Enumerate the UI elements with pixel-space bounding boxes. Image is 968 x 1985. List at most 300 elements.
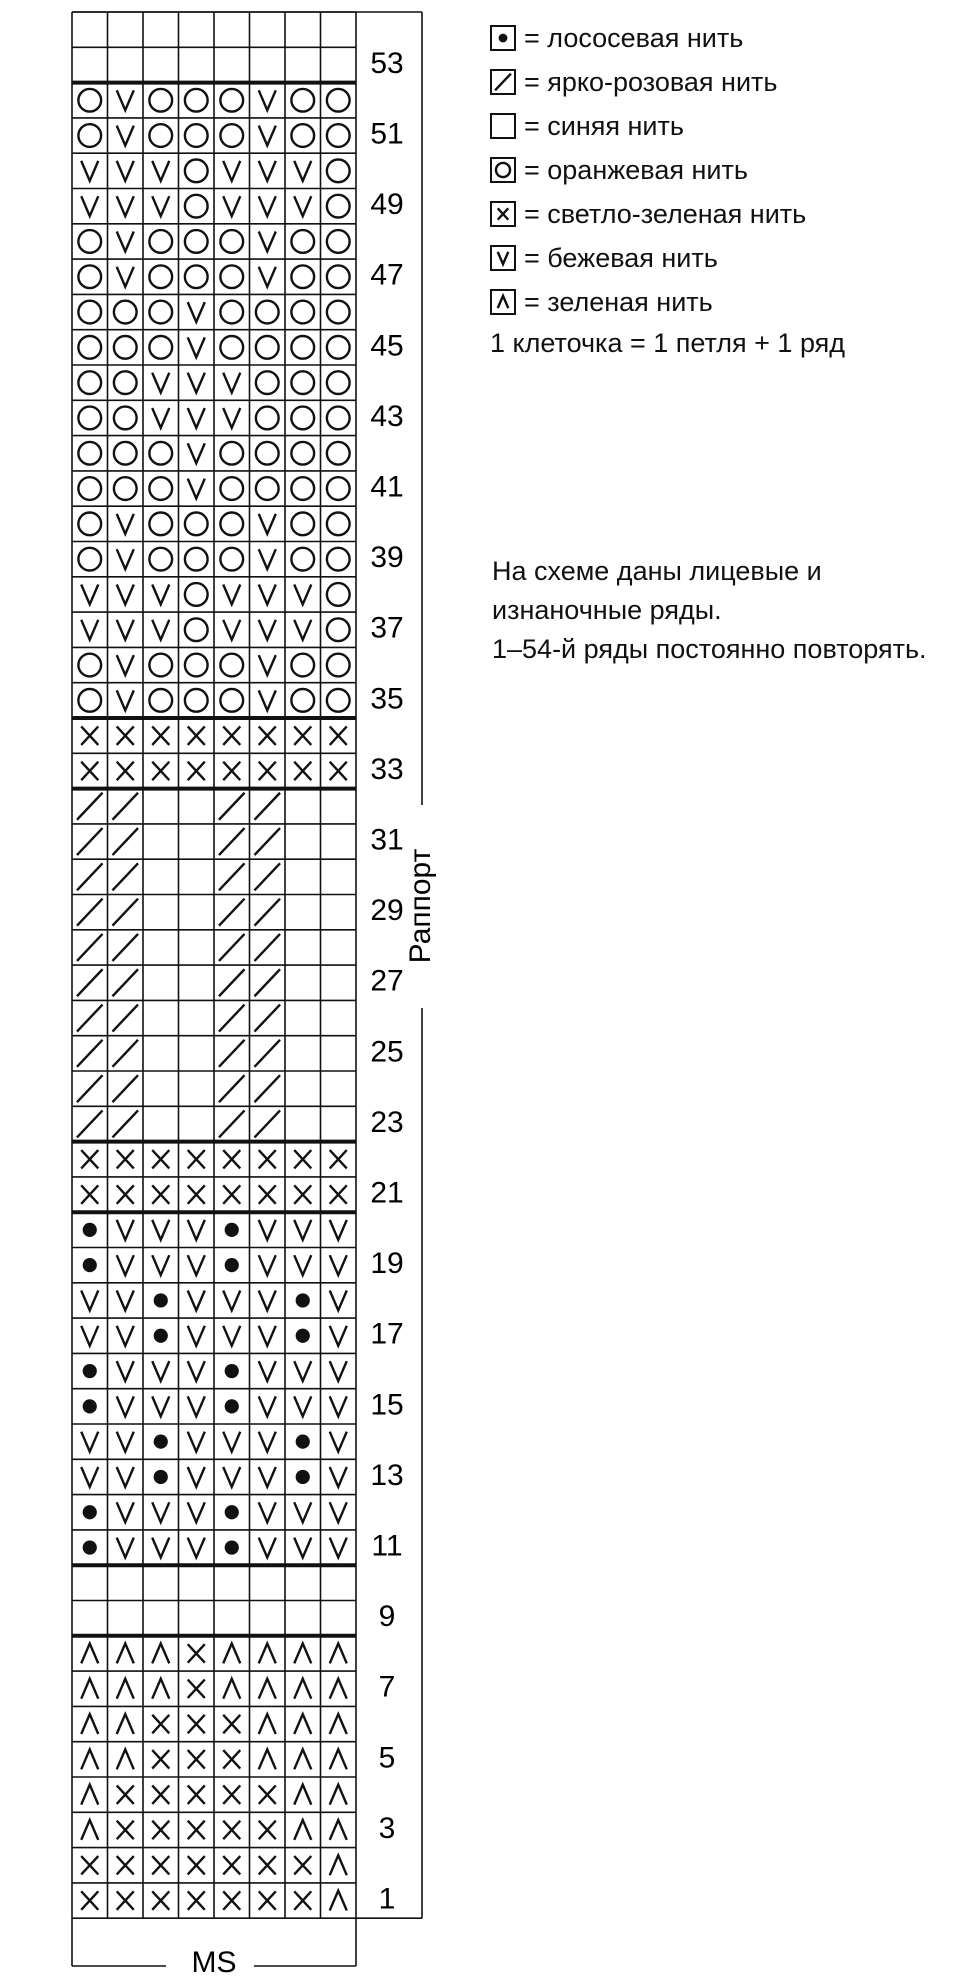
- cell-row-50-col-4-circle: [185, 159, 208, 182]
- cell-row-13-col-7-dot: [296, 1470, 310, 1484]
- cell-row-36-col-6-v: [259, 655, 276, 675]
- cell-row-52-col-4-circle: [185, 89, 208, 112]
- cell-row-14-col-6-v: [259, 1432, 276, 1452]
- legend-item-label: = светло-зеленая нить: [524, 198, 807, 229]
- cell-row-3-col-5-x: [223, 1821, 240, 1839]
- cell-row-42-col-3-circle: [149, 442, 172, 465]
- cell-row-2-col-3-x: [152, 1856, 169, 1874]
- cell-row-20-col-1-dot: [83, 1223, 97, 1237]
- cell-row-48-col-4-circle: [185, 230, 208, 253]
- cell-row-45-col-1-circle: [78, 336, 101, 359]
- row-number-label: 17: [370, 1317, 404, 1351]
- cell-row-11-col-4-v: [188, 1538, 205, 1558]
- cell-row-25-col-6-slash: [254, 1040, 280, 1067]
- cell-row-7-col-7-caret: [294, 1679, 311, 1699]
- cell-row-2-col-7-x: [294, 1856, 311, 1874]
- cell-row-23-col-2-slash: [112, 1110, 138, 1137]
- cell-row-11-col-5-dot: [225, 1540, 239, 1554]
- row-number-label: 23: [370, 1105, 404, 1139]
- row-number-label: 51: [370, 117, 404, 151]
- cell-row-7-col-6-caret: [259, 1679, 276, 1699]
- cell-row-14-col-8-v: [330, 1432, 347, 1452]
- cell-row-28-col-5-slash: [219, 934, 245, 961]
- cell-row-2-col-1-x: [81, 1856, 98, 1874]
- cell-row-8-col-5-caret: [223, 1644, 240, 1664]
- cell-row-11-col-6-v: [259, 1538, 276, 1558]
- cell-row-28-col-1-slash: [77, 934, 103, 961]
- cell-row-20-col-3-v: [152, 1220, 169, 1240]
- cell-row-46-col-1-circle: [78, 301, 101, 324]
- cell-row-21-col-5-x: [223, 1185, 240, 1203]
- cell-row-44-col-4-v: [188, 373, 205, 393]
- cell-row-45-col-7-circle: [291, 336, 314, 359]
- cell-row-35-col-7-circle: [291, 689, 314, 712]
- cell-row-39-col-3-circle: [149, 548, 172, 571]
- cell-row-42-col-7-circle: [291, 442, 314, 465]
- cell-row-51-col-6-v: [259, 126, 276, 146]
- cell-row-17-col-1-v: [81, 1326, 98, 1346]
- cell-row-42-col-5-circle: [220, 442, 243, 465]
- cell-row-39-col-6-v: [259, 549, 276, 569]
- cell-row-47-col-8-circle: [327, 265, 350, 288]
- cell-row-52-col-1-circle: [78, 89, 101, 112]
- cell-row-38-col-6-v: [259, 585, 276, 605]
- cell-row-12-col-2-v: [117, 1502, 134, 1522]
- cell-row-35-col-5-circle: [220, 689, 243, 712]
- cell-row-18-col-7-dot: [296, 1293, 310, 1307]
- cell-row-26-col-5-slash: [219, 1005, 245, 1032]
- cell-row-18-col-4-v: [188, 1291, 205, 1311]
- cell-row-29-col-5-slash: [219, 899, 245, 926]
- cell-row-18-col-6-v: [259, 1291, 276, 1311]
- cell-row-5-col-3-x: [152, 1750, 169, 1768]
- cell-row-27-col-2-slash: [112, 969, 138, 996]
- row-number-label: 15: [370, 1388, 404, 1422]
- cell-row-51-col-4-circle: [185, 124, 208, 147]
- row-number-label: 5: [378, 1741, 396, 1775]
- cell-row-15-col-6-v: [259, 1396, 276, 1416]
- circle-symbol-icon: [490, 157, 516, 183]
- cell-row-36-col-3-circle: [149, 654, 172, 677]
- cell-row-36-col-1-circle: [78, 654, 101, 677]
- legend-item-caret: [490, 280, 950, 324]
- cell-row-3-col-6-x: [259, 1821, 276, 1839]
- cell-row-8-col-4-x: [188, 1644, 205, 1662]
- cell-row-19-col-4-v: [188, 1255, 205, 1275]
- cell-row-50-col-8-circle: [327, 159, 350, 182]
- cell-row-11-col-1-dot: [83, 1540, 97, 1554]
- cell-row-49-col-1-v: [81, 196, 98, 216]
- cell-row-13-col-5-v: [223, 1467, 240, 1487]
- cell-row-22-col-6-x: [259, 1150, 276, 1168]
- row-number-label: 47: [370, 258, 404, 292]
- cell-row-34-col-8-x: [330, 726, 347, 744]
- cell-row-5-col-8-caret: [330, 1749, 347, 1769]
- cell-row-51-col-2-v: [117, 126, 134, 146]
- cell-row-36-col-2-v: [117, 655, 134, 675]
- cell-row-41-col-4-v: [188, 479, 205, 499]
- row-number-label: 9: [378, 1600, 396, 1634]
- cell-row-34-col-3-x: [152, 726, 169, 744]
- cell-row-3-col-8-caret: [330, 1820, 347, 1840]
- cell-row-6-col-4-x: [188, 1715, 205, 1733]
- cell-row-47-col-2-v: [117, 267, 134, 287]
- legend-item-empty: [490, 104, 950, 148]
- cell-row-33-col-8-x: [330, 762, 347, 780]
- cell-row-13-col-8-v: [330, 1467, 347, 1487]
- cell-row-25-col-5-slash: [219, 1040, 245, 1067]
- legend-item-label: = ярко-розовая нить: [524, 66, 778, 97]
- cell-row-12-col-1-dot: [83, 1505, 97, 1519]
- cell-row-8-col-7-caret: [294, 1644, 311, 1664]
- cell-row-39-col-1-circle: [78, 548, 101, 571]
- cell-row-52-col-7-circle: [291, 89, 314, 112]
- legend-item-label: = синяя нить: [524, 110, 684, 141]
- cell-row-48-col-2-v: [117, 232, 134, 252]
- cell-row-47-col-6-v: [259, 267, 276, 287]
- slash-symbol-icon: [490, 69, 516, 95]
- row-number-label: 39: [370, 541, 404, 575]
- cell-row-2-col-5-x: [223, 1856, 240, 1874]
- cell-row-51-col-5-circle: [220, 124, 243, 147]
- cell-row-43-col-3-v: [152, 408, 169, 428]
- cell-row-34-col-5-x: [223, 726, 240, 744]
- cell-row-21-col-8-x: [330, 1185, 347, 1203]
- row-number-label: 25: [370, 1035, 404, 1069]
- cell-row-12-col-5-dot: [225, 1505, 239, 1519]
- row-number-label: 33: [370, 752, 404, 786]
- cell-row-29-col-1-slash: [77, 899, 103, 926]
- cell-row-21-col-7-x: [294, 1185, 311, 1203]
- cell-row-16-col-2-v: [117, 1361, 134, 1381]
- cell-row-35-col-4-circle: [185, 689, 208, 712]
- cell-row-45-col-2-circle: [114, 336, 137, 359]
- cell-row-32-col-5-slash: [219, 793, 245, 820]
- cell-row-2-col-6-x: [259, 1856, 276, 1874]
- cell-row-6-col-5-x: [223, 1715, 240, 1733]
- cell-row-22-col-4-x: [188, 1150, 205, 1168]
- cell-row-45-col-5-circle: [220, 336, 243, 359]
- cell-row-37-col-5-v: [223, 620, 240, 640]
- cell-row-19-col-6-v: [259, 1255, 276, 1275]
- row-number-label: 49: [370, 188, 404, 222]
- legend-item-dot: [490, 16, 950, 60]
- cell-row-32-col-1-slash: [77, 793, 103, 820]
- cell-row-41-col-8-circle: [327, 477, 350, 500]
- cell-row-18-col-1-v: [81, 1291, 98, 1311]
- cell-row-6-col-8-caret: [330, 1714, 347, 1734]
- cell-row-15-col-3-v: [152, 1396, 169, 1416]
- cell-row-39-col-8-circle: [327, 548, 350, 571]
- cell-row-30-col-6-slash: [254, 863, 280, 890]
- cell-row-37-col-7-v: [294, 620, 311, 640]
- cell-row-33-col-5-x: [223, 762, 240, 780]
- row-number-label: 1: [378, 1882, 396, 1916]
- cell-row-16-col-3-v: [152, 1361, 169, 1381]
- cell-row-51-col-7-circle: [291, 124, 314, 147]
- cell-row-40-col-4-circle: [185, 512, 208, 535]
- cell-row-19-col-1-dot: [83, 1258, 97, 1272]
- cell-row-17-col-3-dot: [154, 1329, 168, 1343]
- cell-row-39-col-2-v: [117, 549, 134, 569]
- row-number-label: 7: [378, 1670, 396, 1704]
- cell-row-38-col-8-circle: [327, 583, 350, 606]
- cell-row-45-col-6-circle: [256, 336, 279, 359]
- cell-row-38-col-4-circle: [185, 583, 208, 606]
- cell-row-21-col-1-x: [81, 1185, 98, 1203]
- note-line-2: изнаночные ряды.: [492, 595, 722, 625]
- cell-row-52-col-3-circle: [149, 89, 172, 112]
- cell-row-24-col-6-slash: [254, 1075, 280, 1102]
- cell-row-49-col-5-v: [223, 196, 240, 216]
- cell-row-49-col-6-v: [259, 196, 276, 216]
- cell-row-13-col-4-v: [188, 1467, 205, 1487]
- cell-row-29-col-2-slash: [112, 899, 138, 926]
- cell-row-7-col-8-caret: [330, 1679, 347, 1699]
- cell-row-51-col-8-circle: [327, 124, 350, 147]
- cell-row-47-col-7-circle: [291, 265, 314, 288]
- cell-row-25-col-1-slash: [77, 1040, 103, 1067]
- cell-row-46-col-5-circle: [220, 301, 243, 324]
- note-line-3: 1–54-й ряды постоянно повторять.: [492, 634, 927, 664]
- cell-row-26-col-6-slash: [254, 1005, 280, 1032]
- cell-row-1-col-8-caret: [330, 1891, 347, 1911]
- legend-item-x: [490, 192, 950, 236]
- cell-row-12-col-8-v: [330, 1502, 347, 1522]
- cell-row-46-col-4-v: [188, 302, 205, 322]
- cell-row-13-col-2-v: [117, 1467, 134, 1487]
- cell-row-50-col-1-v: [81, 161, 98, 181]
- cell-row-28-col-6-slash: [254, 934, 280, 961]
- cell-row-1-col-1-x: [81, 1891, 98, 1909]
- row-number-label: 13: [370, 1458, 404, 1492]
- cell-row-22-col-5-x: [223, 1150, 240, 1168]
- cell-row-50-col-7-v: [294, 161, 311, 181]
- cell-row-23-col-6-slash: [254, 1110, 280, 1137]
- cell-row-20-col-4-v: [188, 1220, 205, 1240]
- cell-row-47-col-1-circle: [78, 265, 101, 288]
- cell-row-19-col-2-v: [117, 1255, 134, 1275]
- cell-row-2-col-8-caret: [330, 1855, 347, 1875]
- cell-row-31-col-6-slash: [254, 828, 280, 855]
- cell-row-11-col-8-v: [330, 1538, 347, 1558]
- cell-row-4-col-2-x: [117, 1785, 134, 1803]
- cell-row-51-col-1-circle: [78, 124, 101, 147]
- legend-item-label: = бежевая нить: [524, 242, 718, 273]
- cell-row-40-col-1-circle: [78, 512, 101, 535]
- cell-row-16-col-5-dot: [225, 1364, 239, 1378]
- cell-row-36-col-7-circle: [291, 654, 314, 677]
- legend: [490, 16, 950, 359]
- cell-row-20-col-6-v: [259, 1220, 276, 1240]
- cell-row-3-col-7-caret: [294, 1820, 311, 1840]
- cell-row-48-col-7-circle: [291, 230, 314, 253]
- cell-row-48-col-8-circle: [327, 230, 350, 253]
- cell-row-16-col-6-v: [259, 1361, 276, 1381]
- cell-row-8-col-8-caret: [330, 1644, 347, 1664]
- cell-row-7-col-3-caret: [152, 1679, 169, 1699]
- row-number-label: 3: [378, 1811, 396, 1845]
- cell-row-34-col-4-x: [188, 726, 205, 744]
- cell-row-51-col-3-circle: [149, 124, 172, 147]
- cell-row-49-col-3-v: [152, 196, 169, 216]
- cell-row-43-col-7-circle: [291, 407, 314, 430]
- cell-row-6-col-3-x: [152, 1715, 169, 1733]
- cell-row-24-col-1-slash: [77, 1075, 103, 1102]
- cell-row-11-col-7-v: [294, 1538, 311, 1558]
- cell-row-20-col-8-v: [330, 1220, 347, 1240]
- cell-row-7-col-2-caret: [117, 1679, 134, 1699]
- cell-row-1-col-6-x: [259, 1891, 276, 1909]
- cell-row-18-col-8-v: [330, 1291, 347, 1311]
- cell-row-19-col-5-dot: [225, 1258, 239, 1272]
- cell-row-33-col-1-x: [81, 762, 98, 780]
- cell-row-14-col-2-v: [117, 1432, 134, 1452]
- row-number-label: 29: [370, 894, 404, 928]
- cell-row-33-col-4-x: [188, 762, 205, 780]
- cell-row-41-col-5-circle: [220, 477, 243, 500]
- cell-row-23-col-5-slash: [219, 1110, 245, 1137]
- note-line-1: На схеме даны лицевые и: [492, 556, 822, 586]
- row-number-label: 27: [370, 964, 404, 998]
- cell-row-36-col-8-circle: [327, 654, 350, 677]
- cell-row-49-col-7-v: [294, 196, 311, 216]
- cell-row-41-col-6-circle: [256, 477, 279, 500]
- cell-row-44-col-1-circle: [78, 371, 101, 394]
- cell-row-3-col-3-x: [152, 1821, 169, 1839]
- cell-row-11-col-2-v: [117, 1538, 134, 1558]
- cell-row-43-col-8-circle: [327, 407, 350, 430]
- cell-row-8-col-1-caret: [81, 1644, 98, 1664]
- row-number-label: 43: [370, 399, 404, 433]
- cell-row-43-col-1-circle: [78, 407, 101, 430]
- cell-row-52-col-8-circle: [327, 89, 350, 112]
- cell-row-41-col-2-circle: [114, 477, 137, 500]
- cell-row-13-col-6-v: [259, 1467, 276, 1487]
- cell-row-45-col-4-v: [188, 337, 205, 357]
- cell-row-16-col-7-v: [294, 1361, 311, 1381]
- cell-row-18-col-2-v: [117, 1291, 134, 1311]
- cell-row-22-col-2-x: [117, 1150, 134, 1168]
- cell-row-12-col-3-v: [152, 1502, 169, 1522]
- legend-item-v: [490, 236, 950, 280]
- cell-row-15-col-8-v: [330, 1396, 347, 1416]
- cell-row-50-col-2-v: [117, 161, 134, 181]
- cell-row-35-col-2-v: [117, 690, 134, 710]
- cell-row-47-col-5-circle: [220, 265, 243, 288]
- cell-row-40-col-8-circle: [327, 512, 350, 535]
- cell-row-19-col-8-v: [330, 1255, 347, 1275]
- cell-row-43-col-4-v: [188, 408, 205, 428]
- cell-row-52-col-2-v: [117, 90, 134, 110]
- cell-row-37-col-2-v: [117, 620, 134, 640]
- cell-row-48-col-3-circle: [149, 230, 172, 253]
- cell-row-44-col-6-circle: [256, 371, 279, 394]
- cell-row-32-col-2-slash: [112, 793, 138, 820]
- cell-row-17-col-4-v: [188, 1326, 205, 1346]
- cell-row-48-col-1-circle: [78, 230, 101, 253]
- cell-row-45-col-8-circle: [327, 336, 350, 359]
- cell-row-2-col-4-x: [188, 1856, 205, 1874]
- cell-row-4-col-3-x: [152, 1785, 169, 1803]
- cell-row-14-col-1-v: [81, 1432, 98, 1452]
- cell-row-37-col-3-v: [152, 620, 169, 640]
- cell-row-15-col-2-v: [117, 1396, 134, 1416]
- cell-row-4-col-8-caret: [330, 1785, 347, 1805]
- cell-row-6-col-6-caret: [259, 1714, 276, 1734]
- cell-row-19-col-7-v: [294, 1255, 311, 1275]
- cell-row-14-col-4-v: [188, 1432, 205, 1452]
- cell-row-5-col-2-caret: [117, 1749, 134, 1769]
- cell-row-7-col-1-caret: [81, 1679, 98, 1699]
- cell-row-24-col-2-slash: [112, 1075, 138, 1102]
- cell-row-1-col-4-x: [188, 1891, 205, 1909]
- cell-row-46-col-8-circle: [327, 301, 350, 324]
- cell-row-7-col-5-caret: [223, 1679, 240, 1699]
- v-symbol-icon: [490, 245, 516, 271]
- cell-row-32-col-6-slash: [254, 793, 280, 820]
- cell-row-37-col-8-circle: [327, 618, 350, 641]
- cell-row-27-col-5-slash: [219, 969, 245, 996]
- cell-row-31-col-2-slash: [112, 828, 138, 855]
- cell-row-2-col-2-x: [117, 1856, 134, 1874]
- cell-row-20-col-5-dot: [225, 1223, 239, 1237]
- repeat-label: Раппорт: [403, 848, 437, 964]
- cell-row-52-col-5-circle: [220, 89, 243, 112]
- x-symbol-icon: [490, 201, 516, 227]
- cell-row-22-col-7-x: [294, 1150, 311, 1168]
- dot-symbol-icon: [490, 25, 516, 51]
- cell-row-38-col-7-v: [294, 585, 311, 605]
- cell-row-12-col-6-v: [259, 1502, 276, 1522]
- cell-row-6-col-2-caret: [117, 1714, 134, 1734]
- cell-row-5-col-7-caret: [294, 1749, 311, 1769]
- cell-row-1-col-3-x: [152, 1891, 169, 1909]
- cell-row-20-col-7-v: [294, 1220, 311, 1240]
- cell-row-33-col-6-x: [259, 762, 276, 780]
- legend-item-label: = зеленая нить: [524, 286, 713, 317]
- cell-row-44-col-3-v: [152, 373, 169, 393]
- cell-row-22-col-1-x: [81, 1150, 98, 1168]
- cell-row-42-col-4-v: [188, 443, 205, 463]
- cell-row-40-col-5-circle: [220, 512, 243, 535]
- cell-row-31-col-1-slash: [77, 828, 103, 855]
- cell-row-39-col-4-circle: [185, 548, 208, 571]
- cell-row-26-col-2-slash: [112, 1005, 138, 1032]
- cell-row-37-col-6-v: [259, 620, 276, 640]
- cell-row-31-col-5-slash: [219, 828, 245, 855]
- cell-row-17-col-6-v: [259, 1326, 276, 1346]
- cell-row-40-col-2-v: [117, 514, 134, 534]
- cell-row-42-col-6-circle: [256, 442, 279, 465]
- cell-row-43-col-2-circle: [114, 407, 137, 430]
- cell-row-3-col-4-x: [188, 1821, 205, 1839]
- cell-row-36-col-5-circle: [220, 654, 243, 677]
- row-number-label: 31: [370, 823, 404, 857]
- row-number-label: 21: [370, 1176, 404, 1210]
- cell-row-12-col-4-v: [188, 1502, 205, 1522]
- cell-row-44-col-8-circle: [327, 371, 350, 394]
- cell-row-12-col-7-v: [294, 1502, 311, 1522]
- cell-row-37-col-4-circle: [185, 618, 208, 641]
- ms-label: MS: [191, 1945, 237, 1979]
- cell-row-42-col-8-circle: [327, 442, 350, 465]
- cell-row-25-col-2-slash: [112, 1040, 138, 1067]
- cell-row-13-col-1-v: [81, 1467, 98, 1487]
- cell-row-17-col-5-v: [223, 1326, 240, 1346]
- row-number-label: 19: [370, 1247, 404, 1281]
- cell-row-5-col-6-caret: [259, 1749, 276, 1769]
